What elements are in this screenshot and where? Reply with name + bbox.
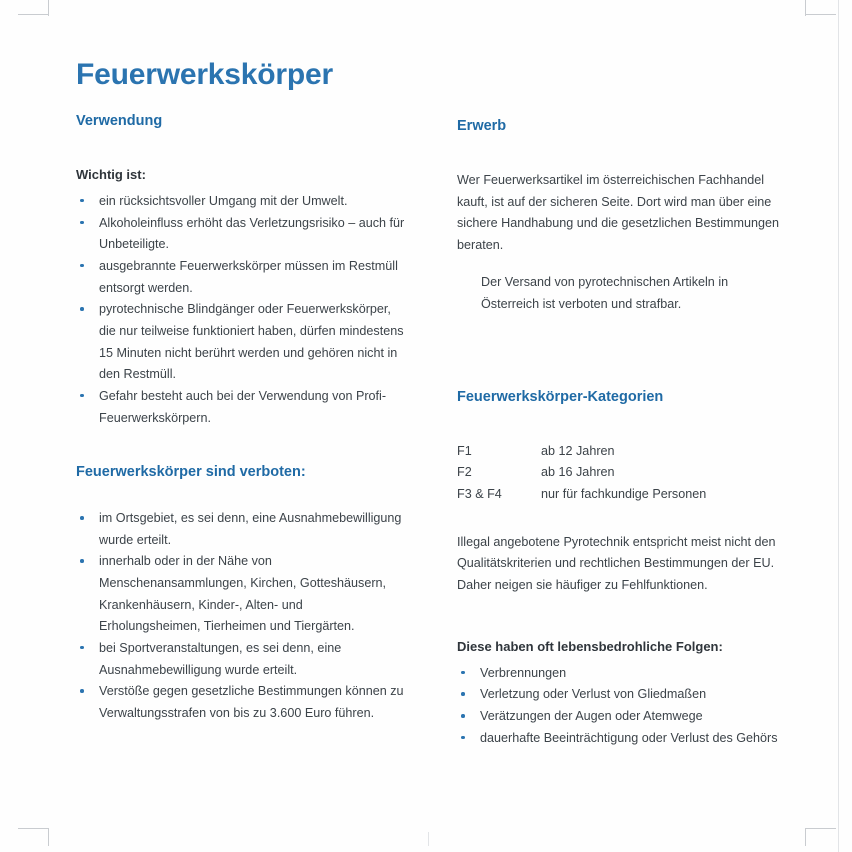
- list-item: Verletzung oder Verlust von Gliedmaßen: [457, 684, 787, 706]
- section-heading-kategorien: Feuerwerkskörper-Kategorien: [457, 388, 664, 405]
- table-row: [457, 484, 706, 506]
- callout-versand-verboten: Der Versand von pyrotechnischen Artikeln in Österreich ist verboten und strafbar.: [481, 275, 729, 312]
- table-row: [457, 462, 706, 484]
- list-item: Gefahr besteht auch bei der Verwendung von Profi-Feuerwerkskörpern.: [76, 386, 406, 429]
- section-heading-verboten: Feuerwerkskörper sind verboten:: [76, 464, 306, 481]
- category-description: ab 16 Jahren: [541, 465, 615, 480]
- category-description: ab 12 Jahren: [541, 443, 615, 458]
- right-column: [457, 112, 787, 749]
- list-item: Verstöße gegen gesetzliche Bestimmungen können zu Verwaltungsstrafen von bis zu 3.600 Euro führen.: [76, 681, 406, 724]
- spacer: [76, 429, 406, 463]
- section-heading-erwerb: Erwerb: [457, 118, 507, 134]
- list-item: im Ortsgebiet, es sei denn, eine Ausnahmebewilligung wurde erteilt.: [76, 508, 406, 551]
- list-folgen: [457, 663, 787, 750]
- list-item: Verätzungen der Augen oder Atemwege: [457, 706, 787, 728]
- table-kategorien: [457, 441, 706, 506]
- spacer: [457, 597, 787, 637]
- paragraph-illegale-pyrotechnik: Illegal angebotene Pyrotechnik entspricht meist nicht den Qualitätskriterien und rechtlichen Bestimmungen der EU. Daher neigen sie häufiger zu Fehlfunktionen.: [457, 534, 776, 592]
- spacer: [76, 131, 406, 165]
- list-item: pyrotechnische Blindgänger oder Feuerwerkskörper, die nur teilweise funktioniert haben, dürfen mindestens 15 Minuten nicht berührt werden und gehören nicht in den Restmüll.: [76, 299, 406, 386]
- list-verwendung: [76, 191, 406, 429]
- list-item: innerhalb oder in der Nähe von Menschenansammlungen, Kirchen, Gotteshäusern, Krankenhäusern, Kinder-, Alten- und Erholungsheimen, Tierheimen und Tiergärten.: [76, 551, 406, 638]
- table-row: [457, 441, 706, 463]
- page-title: Feuerwerkskörper: [76, 58, 333, 92]
- spacer: [457, 316, 787, 388]
- list-item: ein rücksichtsvoller Umgang mit der Umwelt.: [76, 191, 406, 213]
- category-code: F3 & F4: [457, 486, 502, 501]
- list-verboten: [76, 508, 406, 725]
- list-item: Verbrennungen: [457, 663, 787, 685]
- list-item: dauerhafte Beeinträchtigung oder Verlust des Gehörs: [457, 728, 787, 750]
- left-column: [76, 112, 406, 725]
- subheading-wichtig-ist: Wichtig ist:: [76, 166, 146, 182]
- category-code: F2: [457, 465, 472, 480]
- spacer: [457, 407, 787, 441]
- paragraph-erwerb: Wer Feuerwerksartikel im österreichischen Fachhandel kauft, ist auf der sicheren Seite. Dort wird man über eine sichere Handhabung und die gesetzlichen Bestimmungen beraten.: [457, 172, 780, 252]
- section-heading-verwendung: Verwendung: [76, 113, 163, 129]
- spacer: [457, 256, 787, 272]
- subheading-lebensbedrohliche-folgen: Diese haben oft lebensbedrohliche Folgen:: [457, 638, 723, 654]
- list-item: ausgebrannte Feuerwerkskörper müssen im Restmüll entsorgt werden.: [76, 256, 406, 299]
- category-description: nur für fachkundige Personen: [541, 486, 707, 501]
- category-code: F1: [457, 443, 472, 458]
- list-item: bei Sportveranstaltungen, es sei denn, eine Ausnahmebewilligung wurde erteilt.: [76, 638, 406, 681]
- spacer: [76, 482, 406, 508]
- list-item: Alkoholeinfluss erhöht das Verletzungsrisiko – auch für Unbeteiligte.: [76, 213, 406, 256]
- spacer: [457, 506, 787, 532]
- spacer: [457, 136, 787, 170]
